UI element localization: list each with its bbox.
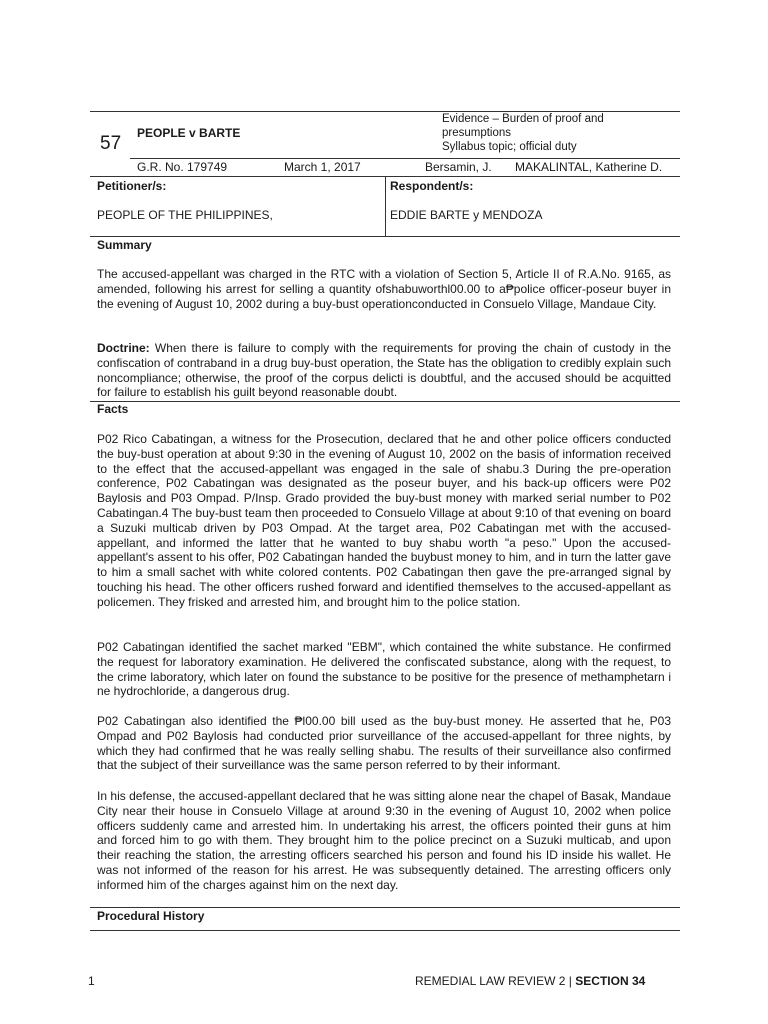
footer-course-name: REMEDIAL LAW REVIEW 2 | <box>415 974 576 988</box>
page-number: 1 <box>88 974 95 988</box>
summary-text: The accused-appellant was charged in the RTC with a violation of Section 5, Article II of R.A.No. 9165, as amended, following his arrest for selling a quantity ofshabuworthl00.00 to a₱police officer-poseur buyer in the evening of August 10, 2002 during a buy-bust operationconducted in Consuelo Village, Mandaue City. <box>97 267 671 311</box>
facts-paragraph-1: P02 Rico Cabatingan, a witness for the Prosecution, declared that he and other police officers conducted the buy-bust operation at about 9:30 in the evening of August 10, 2002 on the basis of information received to the effect that the accused-appellant was engaged in the sale of shabu.3 During the pre-operation conference, P02 Cabatingan was designated as the poseur buyer, and his back-up officers were P02 Baylosis and P03 Ompad. P/Insp. Grado provided the buy-bust money with marked serial number to P02 Cabatingan.4 The buy-bust team then proceeded to Consuelo Village at about 9:10 of that evening on board a Suzuki multicab driven by P03 Ompad. At the target area, P02 Cabatingan met with the accused-appellant, and informed the latter that he wanted to buy shabu worth "a peso." Upon the accused-appellant's assent to his offer, P02 Cabatingan handed the buybust money to him, and in turn the latter gave to him a small sachet with white colored contents. P02 Cabatingan then gave the pre-arranged signal by touching his head. The other officers rushed forward and identified themselves to the accused-appellant as policemen. They frisked and arrested him, and brought him to the police station. <box>97 432 671 609</box>
facts-paragraph-2: P02 Cabatingan identified the sachet marked "EBM", which contained the white substance. He confirmed the request for laboratory examination. He delivered the confiscated substance, along with the request, to the crime laboratory, which later on found the substance to be positive for the presence of methamphetarn i ne hydrochloride, a dangerous drug. <box>97 640 671 699</box>
syllabus-topic <box>442 112 682 154</box>
facts-paragraph-4: In his defense, the accused-appellant declared that he was sitting alone near the chapel of Basak, Mandaue City near their house in Consuelo Village at around 9:30 in the evening of August 10, 2002 when police officers suddenly came and arrested him. In undertaking his arrest, the officers pointed their guns at him and forced him to go with them. They brought him to the police precinct on a Suzuki multicab, and upon their reaching the station, the arresting officers searched his person and found his ID inside his wallet. He was not informed of the reason for his arrest. He was subsequently detained. The arresting officers only informed him of the charges against him on the next day. <box>97 789 671 892</box>
procedural-bottom-rule <box>90 930 680 931</box>
petitioner-label: Petitioner/s: <box>97 179 167 193</box>
footer-section: SECTION 34 <box>575 974 646 988</box>
decision-date: March 1, 2017 <box>284 160 361 174</box>
respondent-label: Respondent/s: <box>390 179 474 193</box>
case-number: 57 <box>100 133 122 154</box>
parties-divider <box>385 176 386 236</box>
topic-line-3: Syllabus topic; official duty <box>442 141 577 153</box>
summary-heading: Summary <box>97 238 152 252</box>
digest-author: MAKALINTAL, Katherine D. <box>515 160 663 174</box>
facts-rule <box>90 401 680 402</box>
footer-course <box>415 974 645 988</box>
procedural-top-rule <box>90 907 680 908</box>
facts-heading: Facts <box>97 402 129 416</box>
respondent-name: EDDIE BARTE y MENDOZA <box>390 208 543 222</box>
header-meta-rule <box>130 158 680 159</box>
doctrine-label: Doctrine: <box>97 341 150 355</box>
facts-paragraph-3: P02 Cabatingan also identified the ₱l00.00 bill used as the buy-bust money. He asserted that he, P03 Ompad and P02 Baylosis had conducted prior surveillance of the accused-appellant for three nights, by which they had confirmed that he was really selling shabu. The results of their surveillance also confirmed that the subject of their surveillance was the same person referred to by their informant. <box>97 714 671 773</box>
ponente: Bersamin, J. <box>425 160 492 174</box>
parties-bottom-rule <box>90 236 680 237</box>
topic-line-1: Evidence – Burden of proof and <box>442 113 604 125</box>
doctrine <box>97 341 671 400</box>
petitioner-name: PEOPLE OF THE PHILIPPINES, <box>97 208 273 222</box>
gr-number: G.R. No. 179749 <box>137 160 228 174</box>
doctrine-text: When there is failure to comply with the requirements for proving the chain of custody in the confiscation of contraband in a drug buy-bust operation, the State has the obligation to credibly explain such noncompliance; otherwise, the proof of the corpus delicti is doubtful, and the accused should be acquitted for failure to establish his guilt beyond reasonable doubt. <box>97 341 671 400</box>
case-title: PEOPLE v BARTE <box>137 126 241 140</box>
procedural-history-heading: Procedural History <box>97 909 205 923</box>
topic-line-2: presumptions <box>442 127 512 139</box>
